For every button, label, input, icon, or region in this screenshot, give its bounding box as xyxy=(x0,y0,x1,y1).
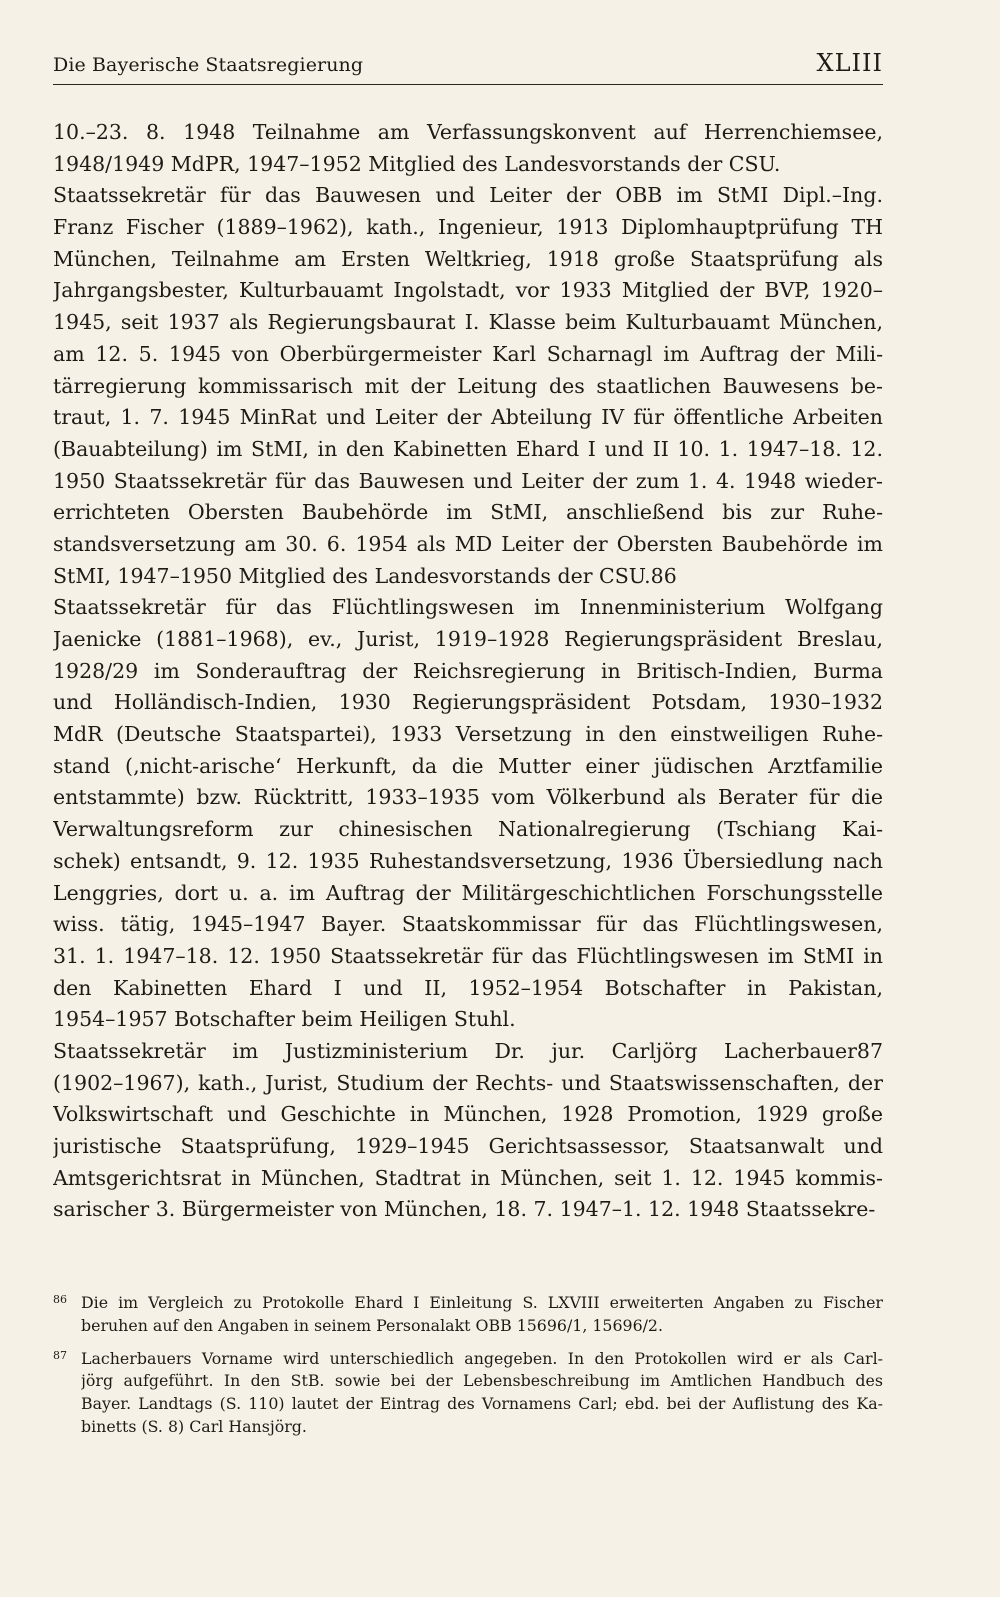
body-line: am 12. 5. 1945 von Oberbürgermeister Karl Scharnagl im Auftrag der Mili- xyxy=(53,341,883,366)
body-line: 1954–1957 Botschafter beim Heiligen Stuhl. xyxy=(53,1007,516,1032)
header-rule xyxy=(53,84,883,85)
body-line: Verwaltungsreform zur chinesischen Nationalregierung (Tschiang Kai- xyxy=(53,817,883,842)
body-line: (1902–1967), kath., Jurist, Studium der Rechts- und Staatswissenschaften, der xyxy=(53,1070,883,1095)
body-line: stand (‚nicht-arische‘ Herkunft, da die Mutter einer jüdischen Arztfamilie xyxy=(53,753,883,778)
body-line: entstammte) bzw. Rücktritt, 1933–1935 vom Völkerbund als Berater für die xyxy=(53,785,883,810)
body-line: 1945, seit 1937 als Regierungsbaurat I. Klasse beim Kulturbauamt München, xyxy=(53,310,883,335)
body-line: 1928/29 im Sonderauftrag der Reichsregierung in Britisch-Indien, Burma xyxy=(53,658,883,683)
footnotes xyxy=(53,1292,883,1449)
footnote xyxy=(53,1292,883,1338)
footnote-line: Die im Vergleich zu Protokolle Ehard I Einleitung S. LXVIII erweiterten Angaben zu Fischer xyxy=(81,1293,883,1312)
body-line: Amtsgerichtsrat in München, Stadtrat in München, seit 1. 12. 1945 kommis- xyxy=(53,1165,883,1190)
footnote-line: Lacherbauers Vorname wird unterschiedlich angegeben. In den Protokollen wird er als Carl- xyxy=(81,1348,883,1368)
body-line: StMI, 1947–1950 Mitglied des Landesvorstands der CSU.86 xyxy=(53,563,677,588)
body-text xyxy=(53,117,883,1226)
body-line: schek) entsandt, 9. 12. 1935 Ruhestandsversetzung, 1936 Übersiedlung nach xyxy=(53,848,883,873)
footnote-line: beruhen auf den Angaben in seinem Personalakt OBB 15696/1, 15696/2. xyxy=(81,1315,664,1335)
body-line: und Holländisch-Indien, 1930 Regierungspräsident Potsdam, 1930–1932 xyxy=(53,690,883,715)
body-line: errichteten Obersten Baubehörde im StMI, anschließend bis zur Ruhe- xyxy=(53,500,883,525)
body-line: 10.–23. 8. 1948 Teilnahme am Verfassungskonvent auf Herrenchiemsee, xyxy=(53,120,883,144)
body-line: tärregierung kommissarisch mit der Leitung des staatlichen Bauwesens be- xyxy=(53,373,883,398)
body-line: wiss. tätig, 1945–1947 Bayer. Staatskommissar für das Flüchtlingswesen, xyxy=(53,912,883,937)
footnote-number: 86 xyxy=(53,1293,67,1306)
body-line: Staatssekretär für das Bauwesen und Leiter der OBB im StMI Dipl.–Ing. xyxy=(53,183,883,208)
footnote xyxy=(53,1348,883,1439)
body-line: München, Teilnahme am Ersten Weltkrieg, 1918 große Staatsprüfung als xyxy=(53,246,883,271)
body-line: den Kabinetten Ehard I und II, 1952–1954 Botschafter in Pakistan, xyxy=(53,975,883,1000)
footnote-number: 87 xyxy=(53,1348,67,1362)
body-line: 31. 1. 1947–18. 12. 1950 Staatssekretär für das Flüchtlingswesen im StMI in xyxy=(53,943,883,968)
body-line: standsversetzung am 30. 6. 1954 als MD Leiter der Obersten Baubehörde im xyxy=(53,531,883,556)
body-line: Lenggries, dort u. a. im Auftrag der Militärgeschichtlichen Forschungsstelle xyxy=(53,880,883,905)
body-line: Jaenicke (1881–1968), ev., Jurist, 1919–1928 Regierungspräsident Breslau, xyxy=(53,627,883,651)
body-line: 1950 Staatssekretär für das Bauwesen und Leiter der zum 1. 4. 1948 wieder- xyxy=(53,468,883,493)
footnote-line: binetts (S. 8) Carl Hansjörg. xyxy=(81,1416,307,1436)
body-line: (Bauabteilung) im StMI, in den Kabinetten Ehard I und II 10. 1. 1947–18. 12. xyxy=(53,436,883,461)
header-title: Die Bayerische Staatsregierung xyxy=(53,54,364,76)
footnote-line: Bayer. Landtags (S. 110) lautet der Eintrag des Vornamens Carl; ebd. bei der Auflistung des Ka- xyxy=(81,1394,883,1414)
running-header xyxy=(53,48,883,88)
body-line: Staatssekretär für das Flüchtlingswesen im Innenministerium Wolfgang xyxy=(53,595,883,620)
footnote-line: jörg aufgeführt. In den StB. sowie bei der Lebensbeschreibung im Amtlichen Handbuch des xyxy=(81,1371,883,1391)
body-line: sarischer 3. Bürgermeister von München, 18. 7. 1947–1. 12. 1948 Staatssekre- xyxy=(53,1197,876,1222)
body-line: 1948/1949 MdPR, 1947–1952 Mitglied des Landesvorstands der CSU. xyxy=(53,151,781,176)
body-line: juristische Staatsprüfung, 1929–1945 Gerichtsassessor, Staatsanwalt und xyxy=(53,1134,883,1158)
page-number: XLIII xyxy=(816,49,883,77)
body-line: traut, 1. 7. 1945 MinRat und Leiter der Abteilung IV für öffentliche Arbeiten xyxy=(53,405,883,430)
body-line: MdR (Deutsche Staatspartei), 1933 Versetzung in den einstweiligen Ruhe- xyxy=(53,722,883,747)
body-line: Franz Fischer (1889–1962), kath., Ingenieur, 1913 Diplomhauptprüfung TH xyxy=(53,215,883,240)
body-line: Jahrgangsbester, Kulturbauamt Ingolstadt, vor 1933 Mitglied der BVP, 1920– xyxy=(53,278,883,303)
body-line: Volkswirtschaft und Geschichte in München, 1928 Promotion, 1929 große xyxy=(53,1102,883,1127)
body-line: Staatssekretär im Justizministerium Dr. jur. Carljörg Lacherbauer87 xyxy=(53,1038,883,1063)
